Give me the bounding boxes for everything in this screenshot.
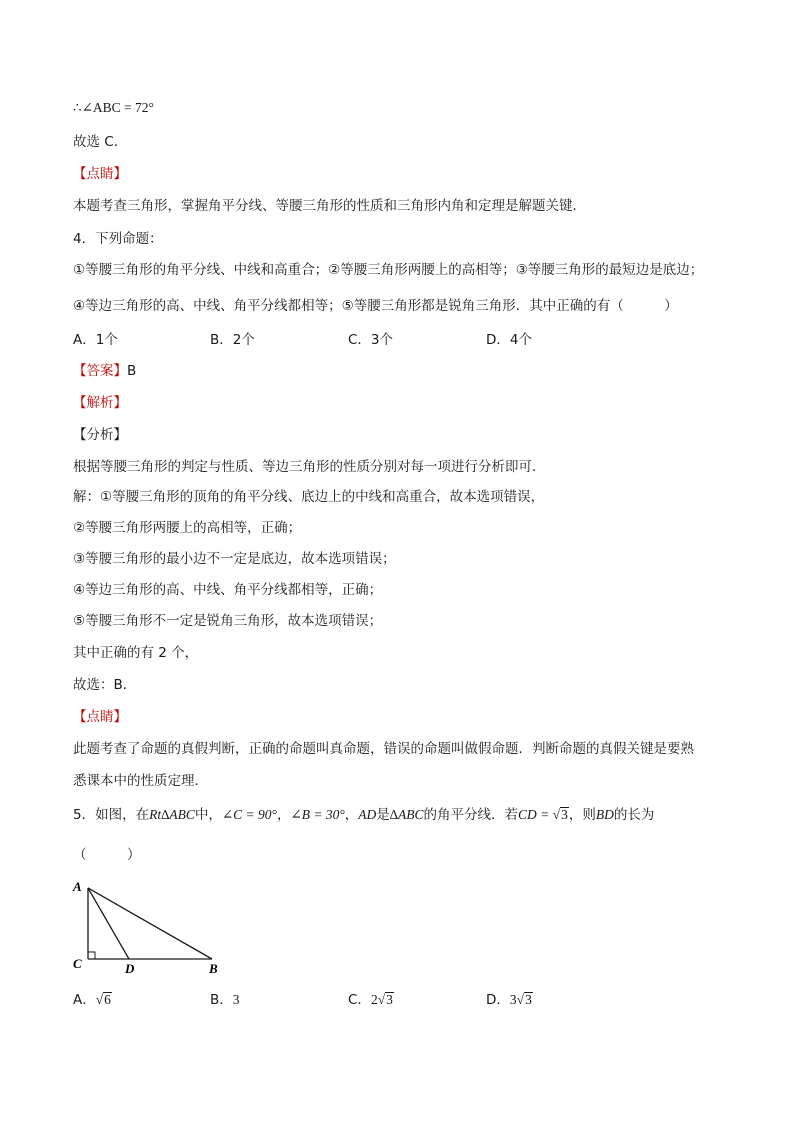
q4-choice: 故选：B．: [73, 677, 137, 693]
right-angle-mark: [88, 952, 95, 959]
answer-value: B: [127, 363, 137, 379]
q4-comment-2: 悉课本中的性质定理．: [73, 773, 208, 789]
q4-option-c: C．3个: [348, 332, 394, 348]
label-c: C: [73, 956, 82, 971]
q4-analysis-tag: 【分析】: [73, 427, 127, 443]
q4-solution-5: ⑤等腰三角形不一定是锐角三角形，故本选项错误；: [73, 613, 383, 629]
q5-option-a: A．√6: [73, 992, 111, 1008]
segment-ad: [88, 888, 129, 959]
conclusion-line: ∴∠ABC = 72°: [73, 100, 154, 115]
q5-paren: （ ）: [73, 847, 141, 863]
q4-statement-line-1: ①等腰三角形的角平分线、中线和高重合；②等腰三角形两腰上的高相等；③等腰三角形的最短边是底边；: [73, 262, 704, 278]
q4-comment-1: 此题考查了命题的真假判断，正确的命题叫真命题，错误的命题叫做假命题．判断命题的真假关键是要熟: [73, 741, 694, 757]
prev-comment: 本题考查三角形，掌握角平分线、等腰三角形的性质和三角形内角和定理是解题关键．: [73, 198, 586, 214]
label-b: B: [209, 961, 218, 976]
q4-explain-tag: 【解析】: [73, 395, 127, 411]
q4-count: 其中正确的有 2 个，: [73, 645, 199, 661]
q4-answer: [73, 361, 136, 381]
q4-solution-2: ②等腰三角形两腰上的高相等，正确；: [73, 520, 302, 536]
q4-option-b: B．2个: [210, 332, 255, 348]
q4-solution-4: ④等边三角形的高、中线、角平分线都相等，正确；: [73, 582, 383, 598]
q5-option-d: D．3√3: [486, 992, 532, 1008]
side-ab: [88, 888, 212, 959]
q4-comment-tag: 【点睛】: [73, 709, 127, 725]
q4-option-a: A．1个: [73, 332, 118, 348]
prev-choice: 故选 C．: [73, 134, 128, 150]
label-d: D: [125, 961, 135, 976]
triangle-figure: [65, 872, 235, 982]
prev-comment-tag: 【点睛】: [73, 166, 127, 182]
answer-tag: 【答案】: [73, 363, 127, 379]
q4-stem: 4．下列命题：: [73, 231, 163, 247]
q4-statement-line-2: ④等边三角形的高、中线、角平分线都相等；⑤等腰三角形都是锐角三角形．其中正确的有（ ）: [73, 298, 678, 314]
label-a: A: [73, 879, 82, 894]
q4-solution-3: ③等腰三角形的最小边不一定是底边，故本选项错误；: [73, 551, 396, 567]
q5-option-b: B．3: [210, 992, 240, 1008]
q5-stem: 5．如图，在Rt∆ABC中，∠C = 90°，∠B = 30°，AD是∆ABC的角平分线．若CD = √3，则BD的长为: [73, 807, 655, 823]
q4-analysis: 根据等腰三角形的判定与性质、等边三角形的性质分别对每一项进行分析即可．: [73, 459, 546, 475]
q4-option-d: D．4个: [486, 332, 532, 348]
q4-solution-1: 解：①等腰三角形的顶角的角平分线、底边上的中线和高重合，故本选项错误，: [73, 489, 545, 505]
q5-option-c: C．2√3: [348, 992, 393, 1008]
